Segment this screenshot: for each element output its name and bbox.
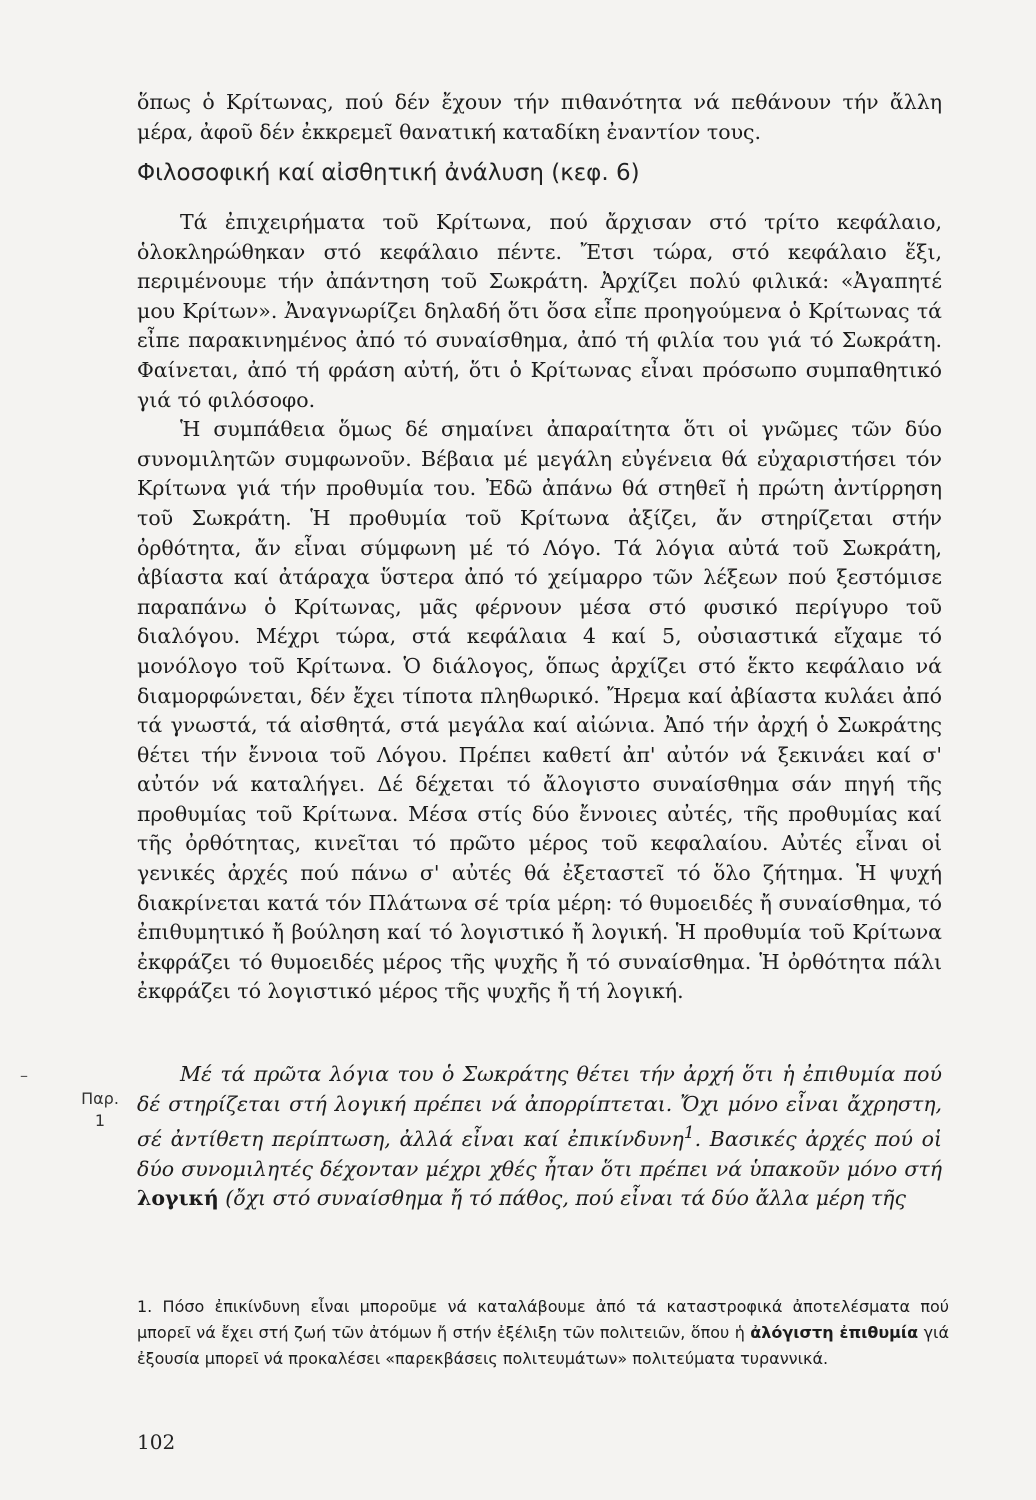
body-text <box>137 208 942 1007</box>
footnote-text-end: γιά ἐξουσία μπορεῖ νά προκαλέσει «παρεκβάσεις πολιτευμάτων» πολιτεύματα τυραννικά. <box>137 1323 950 1368</box>
italic-text <box>137 1060 942 1214</box>
footnote-bold-term: ἀλόγιστη ἐπιθυμία <box>750 1323 919 1342</box>
intro-text: ὅπως ὁ Κρίτωνας, πού δέν ἔχουν τήν πιθανότητα νά πεθάνουν τήν ἄλλη μέρα, ἀφοῦ δέν ἐκκρεμεῖ θανατική καταδίκη ἐναντίον τους. <box>137 90 942 144</box>
bold-term: λογική <box>137 1186 219 1211</box>
footnote-number: 1. <box>137 1297 153 1316</box>
footnote-text <box>137 1294 949 1372</box>
margin-number: 1 <box>94 1111 106 1130</box>
margin-dash: – <box>20 1066 28 1085</box>
section-heading: Φιλοσοφική καί αἰσθητική ἀνάλυση (κεφ. 6) <box>137 160 640 186</box>
italic-text-middle: . Βασικές ἀρχές πού οἱ δύο συνομιλητές δέχονταν μέχρι χθές ἦταν ὅτι πρέπει νά ὑπακοῦν μόνο στή <box>137 1127 942 1181</box>
footnote <box>137 1294 949 1372</box>
footnote-reference[interactable]: 1 <box>683 1123 695 1144</box>
intro-paragraph <box>137 88 942 147</box>
italic-paragraph <box>137 1060 942 1214</box>
italic-text-end: (ὄχι στό συναίσθημα ἤ τό πάθος, πού εἶναι τά δύο ἄλλα μέρη τῆς <box>218 1186 906 1211</box>
italic-text-start: Μέ τά πρῶτα λόγια του ὁ Σωκράτης θέτει τήν ἀρχή ὅτι ἡ ἐπιθυμία πού δέ στηρίζεται στή λογική πρέπει νά ἀπορρίπτεται. Ὄχι μόνο εἶναι ἄχρηστη, σέ ἀντίθετη περίπτωση, ἀλλά εἶναι καί ἐπικίνδυνη <box>137 1062 942 1152</box>
margin-reference <box>70 1088 130 1132</box>
page-number: 102 <box>137 1430 176 1454</box>
footnote-text-start: Πόσο ἐπικίνδυνη εἶναι μποροῦμε νά καταλάβουμε ἀπό τά καταστροφικά ἀποτελέσματα πού μπορεῖ νά ἔχει στή ζωή τῶν ἀτόμων ἤ στήν ἐξέλιξη τῶν πολιτειῶν, ὅπου ἡ <box>137 1297 950 1342</box>
paragraph-1: Τά ἐπιχειρήματα τοῦ Κρίτωνα, πού ἄρχισαν στό τρίτο κεφάλαιο, ὁλοκληρώθηκαν στό κεφάλαιο πέντε. Ἔτσι τώρα, στό κεφάλαιο ἕξι, περιμένουμε τήν ἀπάντηση τοῦ Σωκράτη. Ἀρχίζει πολύ φιλικά: «Ἀγαπητέ μου Κρίτων». Ἀναγνωρίζει δηλαδή ὅτι ὅσα εἶπε προηγούμενα ὁ Κρίτωνας τά εἶπε παρακινημένος ἀπό τό συναίσθημα, ἀπό τή φιλία του γιά τό Σωκράτη. Φαίνεται, ἀπό τή φράση αὐτή, ὅτι ὁ Κρίτωνας εἶναι πρόσωπο συμπαθητικό γιά τό φιλόσοφο. <box>137 210 942 412</box>
margin-label: Παρ. <box>81 1089 119 1108</box>
paragraph-2: Ἡ συμπάθεια ὅμως δέ σημαίνει ἀπαραίτητα ὅτι οἱ γνῶμες τῶν δύο συνομιλητῶν συμφωνοῦν. Βέβαια μέ μεγάλη εὐγένεια θά εὐχαριστήσει τόν Κρίτωνα γιά τήν προθυμία του. Ἐδῶ ἀπάνω θά στηθεῖ ἡ πρώτη ἀντίρρηση τοῦ Σωκράτη. Ἡ προθυμία τοῦ Κρίτωνα ἀξίζει, ἄν στηρίζεται στήν ὀρθότητα, ἄν εἶναι σύμφωνη μέ τό Λόγο. Τά λόγια αὐτά τοῦ Σωκράτη, ἀβίαστα καί ἀτάραχα ὕστερα ἀπό τό χείμαρρο τῶν λέξεων πού ξεστόμισε παραπάνω ὁ Κρίτωνας, μᾶς φέρνουν μέσα στό φυσικό περίγυρο τοῦ διαλόγου. Μέχρι τώρα, στά κεφάλαια 4 καί 5, οὐσιαστικά εἴχαμε τό μονόλογο τοῦ Κρίτωνα. Ὁ διάλογος, ὅπως ἀρχίζει στό ἕκτο κεφάλαιο νά διαμορφώνεται, δέν ἔχει τίποτα πληθωρικό. Ἤρεμα καί ἀβίαστα κυλάει ἀπό τά γνωστά, τά αἰσθητά, στά μεγάλα καί αἰώνια. Ἀπό τήν ἀρχή ὁ Σωκράτης θέτει τήν ἔννοια τοῦ Λόγου. Πρέπει καθετί ἀπ' αὐτόν νά ξεκινάει καί σ' αὐτόν νά καταλήγει. Δέ δέχεται τό ἄλογιστο συναίσθημα σάν πηγή τῆς προθυμίας τοῦ Κρίτωνα. Μέσα στίς δύο ἔννοιες αὐτές, τῆς προθυμίας καί τῆς ὀρθότητας, κινεῖται τό πρῶτο μέρος τοῦ κεφαλαίου. Αὐτές εἶναι οἱ γενικές ἀρχές πού πάνω σ' αὐτές θά ἐξεταστεῖ τό ὅλο ζήτημα. Ἡ ψυχή διακρίνεται κατά τόν Πλάτωνα σέ τρία μέρη: τό θυμοειδές ἤ συναίσθημα, τό ἐπιθυμητικό ἤ βούληση καί τό λογιστικό ἤ λογική. Ἡ προθυμία τοῦ Κρίτωνα ἐκφράζει τό θυμοειδές μέρος τῆς ψυχῆς ἤ τό συναίσθημα. Ἡ ὀρθότητα πάλι ἐκφράζει τό λογιστικό μέρος τῆς ψυχῆς ἤ τή λογική. <box>137 417 942 1004</box>
